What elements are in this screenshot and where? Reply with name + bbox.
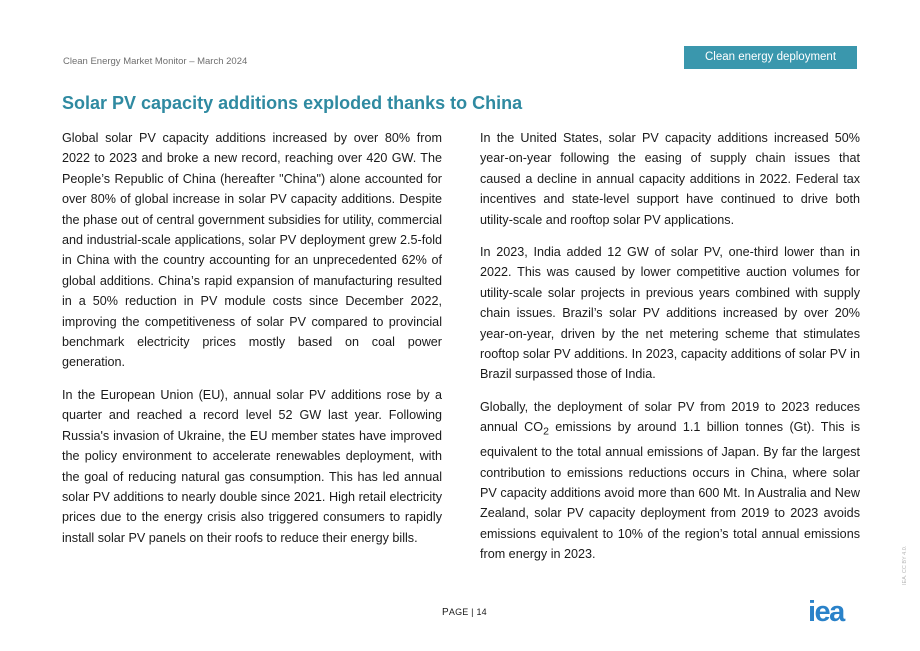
co2-subscript: 2: [543, 425, 549, 438]
paragraph-eu: In the European Union (EU), annual solar PV additions rose by a quarter and reached a record level 52 GW last year. Following Russia's invasion of Ukraine, the EU member states have improved the policy environment to accelerate renewables deployment, with the goal of reducing natural gas consumption. This has led annual solar PV additions to nearly double since 2021. High retail electricity prices due to the energy crisis also triggered consumers to rapidly install solar PV panels on their roofs to reduce their energy bills.: [62, 387, 442, 545]
emissions-text-start: Globally, the deployment of solar PV from 2019 to 2023 reduces annual CO: [480, 399, 860, 435]
page-number-footer: [442, 607, 487, 618]
paragraph-china: Global solar PV capacity additions increased by over 80% from 2022 to 2023 and broke a new record, reaching over 420 GW. The People’s Republic of China (hereafter "China") alone accounted for over 80% of global increase in solar PV capacity additions. Despite the phase out of central government subsidies for utility, commercial and industrial-scale applications, solar PV deployment grew 2.5-fold in China with the country accounting for an unprecedented 62% of global additions. China’s rapid expansion of manufacturing resulted in a 50% reduction in PV module costs since December 2022, improving the competitiveness of solar PV compared to provincial benchmark electricity prices mostly based on coal power generation.: [62, 131, 442, 370]
iea-logo: iea: [808, 596, 844, 628]
paragraph-global-emissions: [480, 397, 860, 565]
section-tag: Clean energy deployment: [684, 46, 857, 69]
page-number: 14: [476, 607, 487, 617]
emissions-text-end: emissions by around 1.1 billion tonnes (Gt). This is equivalent to the total annual emissions of Japan. By far the largest contribution to emissions reductions occurs in China, where solar PV capacity additions avoid more than 600 Mt. In Australia and New Zealand, solar PV capacity deployment from 2019 to 2023 avoids emissions equivalent to 10% of the region’s total annual emissions from energy in 2023.: [480, 420, 860, 562]
paragraph-united-states: In the United States, solar PV capacity additions increased 50% year-on-year following the easing of supply chain issues that caused a decline in annual capacity additions in 2022. Federal tax incentives and state-level support have continued to drive both utility-scale and rooftop solar PV applications.: [480, 131, 860, 227]
page-label-rest: AGE: [448, 607, 469, 617]
page-separator: |: [468, 607, 477, 617]
page-title: Solar PV capacity additions exploded thanks to China: [62, 93, 523, 113]
left-column: [62, 128, 442, 560]
paragraph-india-brazil: In 2023, India added 12 GW of solar PV, one-third lower than in 2022. This was caused by lower competitive auction volumes for utility-scale solar projects in previous years combined with supply chain issues. Brazil’s solar PV additions increased by over 20% year-on-year, driven by the net metering scheme that stimulates rooftop solar PV additions. In 2023, capacity additions of solar PV in Brazil surpassed those of India.: [480, 245, 860, 382]
report-label: Clean Energy Market Monitor – March 2024: [63, 56, 248, 67]
page-label-initial: P: [442, 607, 449, 618]
right-column: [480, 128, 860, 577]
license-notice: IEA. CC BY 4.0.: [902, 545, 908, 585]
